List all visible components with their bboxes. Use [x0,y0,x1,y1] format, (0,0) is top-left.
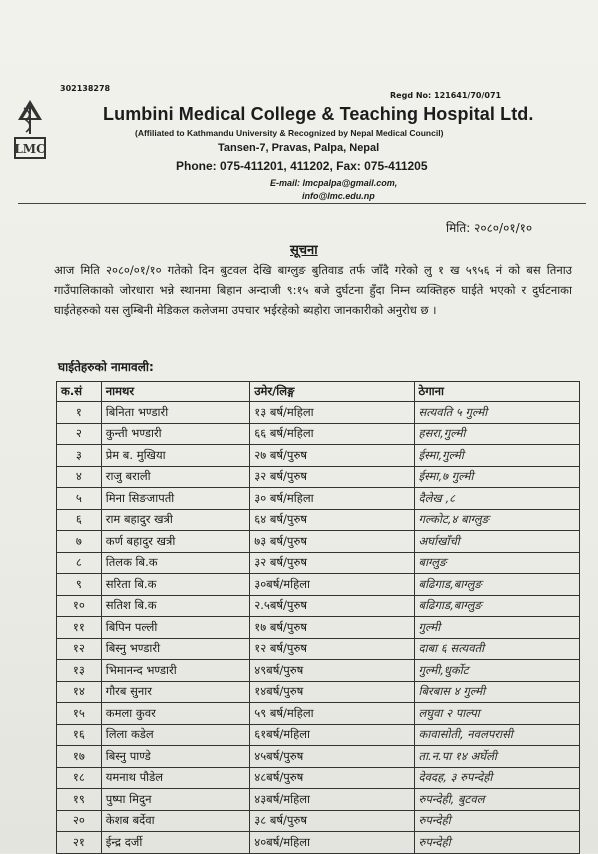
table-row [57,789,580,811]
serial-cell: १९ [57,789,102,811]
address-cell: अर्घाखाँची [414,531,579,553]
table-row [57,810,580,832]
hospital-logo [12,98,48,162]
name-cell: लिला कडेल [101,724,249,746]
address-cell: बाग्लुङ [414,552,579,574]
notice-title: सूचना [290,243,318,258]
table-row [57,746,580,768]
table-row [57,488,580,510]
address-cell: रुपन्देही, बुटवल [414,789,579,811]
address-cell: दैलेख ,८ [414,488,579,510]
notice-date: मिति: २०८०/०१/१० [446,221,533,235]
table-row [57,832,580,854]
email: E-mail: lmcpalpa@gmail.com, [270,178,398,188]
table-row [57,423,580,445]
table-row [57,703,580,725]
address-cell: ईस्मा,७ गुल्मी [414,466,579,488]
header-divider [18,203,586,204]
registration-number: Regd No: 121641/70/071 [390,91,502,100]
address-cell: देवदह, ३ रुपन्देही [414,767,579,789]
table-header-row [57,382,580,402]
table-row [57,595,580,617]
table-row [57,660,580,682]
name-cell: पुष्पा मिदुन [101,789,249,811]
table-row [57,552,580,574]
table-row [57,574,580,596]
address-cell: बढिगाड,बाग्लुङ [414,574,579,596]
document-id: 302138278 [60,84,111,93]
serial-cell: ५ [57,488,102,510]
age-gender-cell: ३०बर्ष/महिला [250,574,414,596]
table-row [57,445,580,467]
name-cell: सरिता बि.क [101,574,249,596]
name-cell: बिनिता भण्डारी [101,402,249,424]
serial-cell: ४ [57,466,102,488]
serial-cell: १८ [57,767,102,789]
age-gender-cell: ६४ बर्ष/पुरुष [250,509,414,531]
injured-list-table [56,381,580,854]
name-cell: कर्ण बहादुर खत्री [101,531,249,553]
name-cell: राजु बराली [101,466,249,488]
name-cell: बिस्नु पाण्डे [101,746,249,768]
name-cell: सतिश बि.क [101,595,249,617]
header-serial: क.सं [57,382,102,402]
serial-cell: १४ [57,681,102,703]
address-cell: दाबा ६ सत्यवती [414,638,579,660]
table-row [57,509,580,531]
serial-cell: ९ [57,574,102,596]
address-cell: ईस्मा,गुल्मी [414,445,579,467]
table-row [57,767,580,789]
serial-cell: १७ [57,746,102,768]
age-gender-cell: ३२ बर्ष/पुरुष [250,466,414,488]
address: Tansen-7, Pravas, Palpa, Nepal [218,142,380,154]
address-cell: रुपन्देही [414,832,579,854]
age-gender-cell: ४५बर्ष/पुरुष [250,746,414,768]
age-gender-cell: १७ बर्ष/पुरुष [250,617,414,639]
name-cell: बिपिन पल्ली [101,617,249,639]
address-cell: बढिगाड,बाग्लुङ [414,595,579,617]
serial-cell: १२ [57,638,102,660]
name-cell: तिलक बि.क [101,552,249,574]
name-cell: केशब बर्देवा [101,810,249,832]
serial-cell: १ [57,402,102,424]
svg-text:LMC: LMC [14,142,46,156]
address-cell: गुल्मी [414,617,579,639]
serial-cell: ११ [57,617,102,639]
name-cell: राम बहादुर खत्री [101,509,249,531]
affiliation: (Affiliated to Kathmandu University & Recognized by Nepal Medical Council) [135,128,444,138]
age-gender-cell: ३२ बर्ष/पुरुष [250,552,414,574]
list-heading: घाईतेहरुको नामावली: [58,360,154,374]
age-gender-cell: ४९बर्ष/पुरुष [250,660,414,682]
header-address: ठेगाना [414,382,579,402]
age-gender-cell: ४०बर्ष/महिला [250,832,414,854]
age-gender-cell: ६१बर्ष/महिला [250,724,414,746]
name-cell: बिस्नु भण्डारी [101,638,249,660]
table-row [57,466,580,488]
age-gender-cell: २७ बर्ष/पुरुष [250,445,414,467]
email-secondary: info@lmc.edu.np [302,191,375,201]
address-cell: हसरा,गुल्मी [414,423,579,445]
table-row [57,617,580,639]
address-cell: गुल्मी,धुर्कोट [414,660,579,682]
serial-cell: २० [57,810,102,832]
header-age-gender: उमेर/लिङ्ग [250,382,414,402]
address-cell: लघुवा २ पाल्पा [414,703,579,725]
name-cell: भिमानन्द भण्डारी [101,660,249,682]
table-row [57,402,580,424]
notice-paragraph: आज मिति २०८०/०१/१० गतेको दिन बुटवल देखि बाग्लुङ बुतिवाड तर्फ जाँदै गरेको लु १ ख ५९५६ नं को बस तिनाउ गाउँपालिकाको जोरधारा भन्ने स्थानमा बिहान अन्दाजी ९:१५ बजे दुर्घटना हुँदा निम्न व्यक्तिहरु घाईते भएको र दुर्घटनाका घाईतेहरुको यस लुम्बिनी मेडिकल कलेजमा उपचार भईरहेको ब्यहोरा जानकारीको अनुरोध छ । [54,263,572,317]
serial-cell: १५ [57,703,102,725]
age-gender-cell: १४बर्ष/पुरुष [250,681,414,703]
table-row [57,638,580,660]
address-cell: सत्यवति ५ गुल्मी [414,402,579,424]
table-row [57,724,580,746]
name-cell: ईन्द्र दर्जी [101,832,249,854]
serial-cell: १३ [57,660,102,682]
phone: Phone: 075-411201, 411202, Fax: 075-411205 [176,159,428,173]
table-row [57,681,580,703]
address-cell: रुपन्देही [414,810,579,832]
name-cell: प्रेम ब. मुखिया [101,445,249,467]
serial-cell: १६ [57,724,102,746]
name-cell: मिना सिङजापती [101,488,249,510]
serial-cell: २१ [57,832,102,854]
serial-cell: ७ [57,531,102,553]
name-cell: कमला कुवर [101,703,249,725]
age-gender-cell: ४३बर्ष/महिला [250,789,414,811]
age-gender-cell: १३ बर्ष/महिला [250,402,414,424]
address-cell: गल्कोट,४ बाग्लुङ [414,509,579,531]
age-gender-cell: ७३ बर्ष/पुरुष [250,531,414,553]
age-gender-cell: ३० बर्ष/महिला [250,488,414,510]
age-gender-cell: १२ बर्ष/पुरुष [250,638,414,660]
address-cell: ता.न.पा १४ अर्घेली [414,746,579,768]
name-cell: यमनाथ पौडेल [101,767,249,789]
age-gender-cell: ६६ बर्ष/महिला [250,423,414,445]
serial-cell: ३ [57,445,102,467]
serial-cell: ६ [57,509,102,531]
header-name: नामथर [101,382,249,402]
serial-cell: ८ [57,552,102,574]
serial-cell: २ [57,423,102,445]
age-gender-cell: २.५बर्ष/पुरुष [250,595,414,617]
name-cell: गौरब सुनार [101,681,249,703]
age-gender-cell: ५९ बर्ष/महिला [250,703,414,725]
serial-cell: १० [57,595,102,617]
address-cell: कावासोती, नवलपरासी [414,724,579,746]
name-cell: कुन्ती भण्डारी [101,423,249,445]
age-gender-cell: ३८ बर्ष/पुरुष [250,810,414,832]
organization-name: Lumbini Medical College & Teaching Hospital Ltd. [103,104,534,124]
age-gender-cell: ४८बर्ष/पुरुष [250,767,414,789]
table-row [57,531,580,553]
address-cell: बिरबास ४ गुल्मी [414,681,579,703]
